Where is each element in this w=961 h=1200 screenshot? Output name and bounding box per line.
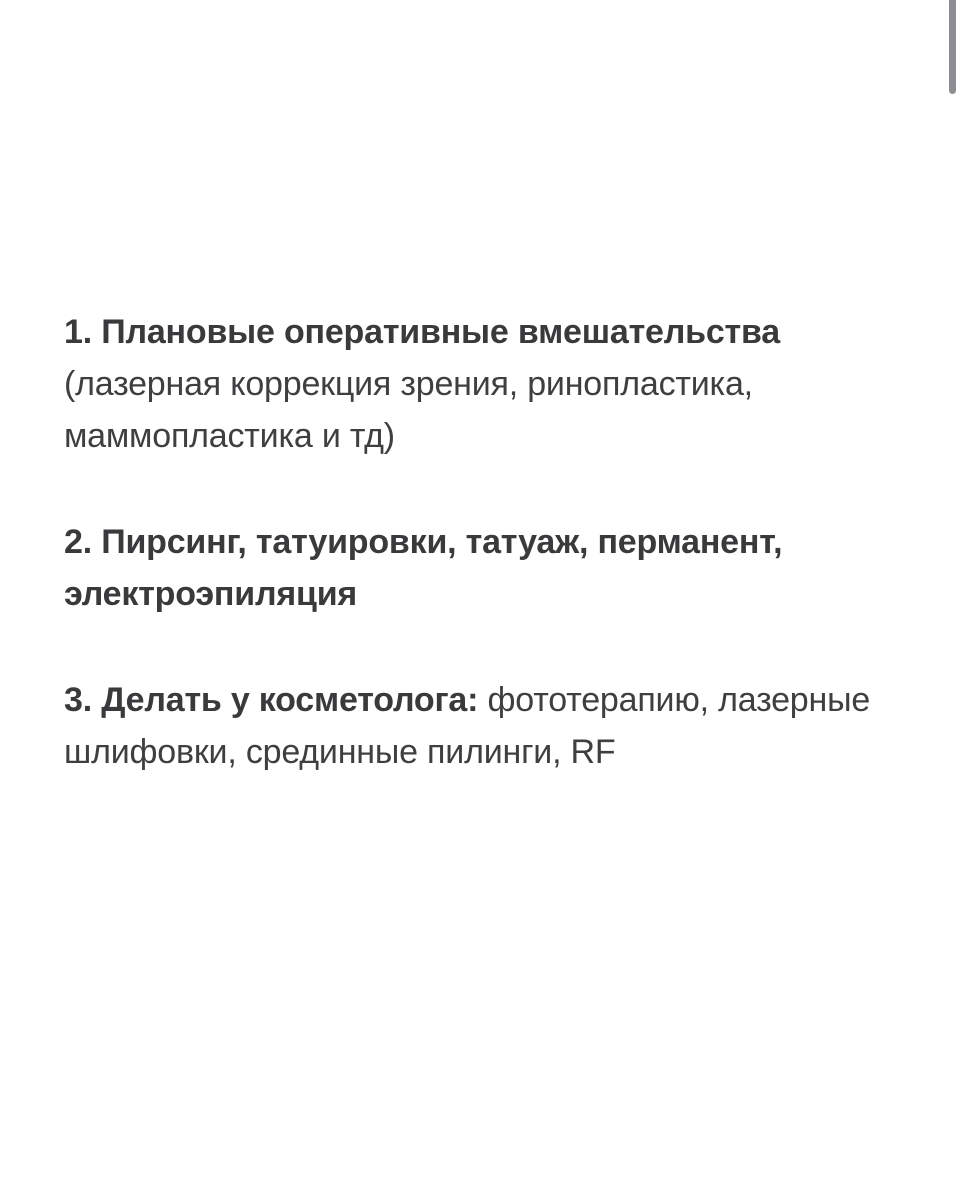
item-title: 3. Делать у косметолога:: [64, 681, 479, 719]
scrollbar-thumb[interactable]: [949, 0, 956, 94]
scrollbar[interactable]: [945, 0, 961, 1200]
item-text: фототерапию, лазерные шлифовки, срединные пилинги, RF: [64, 681, 871, 771]
list-item: [64, 674, 914, 778]
list-item: [64, 516, 914, 620]
item-title: 2. Пирсинг, татуировки, татуаж, перманент, электроэпиляция: [64, 523, 783, 613]
content: [64, 306, 914, 778]
list-item: [64, 306, 914, 462]
item-title: 1. Плановые оперативные вмешательства: [64, 313, 780, 351]
item-text: (лазерная коррекция зрения, ринопластика, маммопластика и тд): [64, 365, 753, 455]
